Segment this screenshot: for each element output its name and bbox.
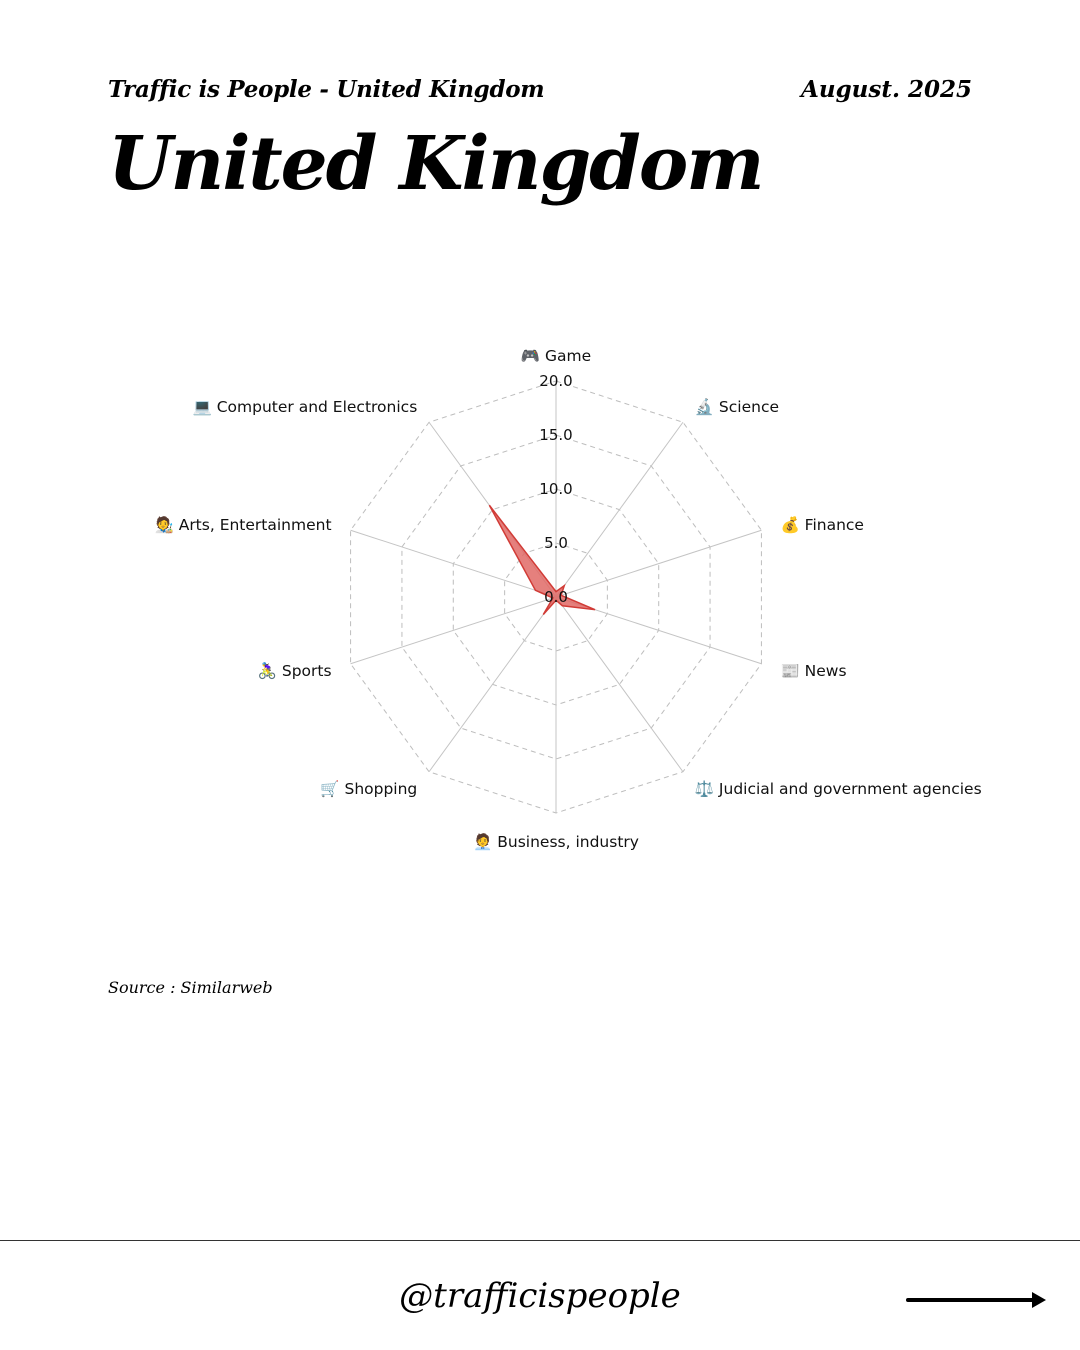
tick-label: 20.0 — [539, 372, 573, 390]
axis-label: 💻 Computer and Electronics — [192, 398, 418, 417]
source-note: Source : Similarweb — [108, 978, 273, 997]
axis-label: 💰 Finance — [780, 516, 864, 535]
grid-spoke — [556, 597, 683, 772]
footer-divider — [0, 1240, 1080, 1241]
kicker-title: Traffic is People - United Kingdom — [108, 76, 545, 103]
axis-label: 🎮 Game — [520, 347, 592, 365]
axis-label: 🔬 Science — [694, 398, 780, 417]
tick-label: 15.0 — [539, 426, 573, 444]
page-title: United Kingdom — [108, 121, 763, 207]
axis-label: 🧑‍💼 Business, industry — [473, 833, 639, 851]
tick-label: 10.0 — [539, 480, 573, 498]
axis-label: ⚖️ Judicial and government agencies — [694, 779, 982, 798]
date-label: August. 2025 — [801, 76, 972, 103]
grid-spoke — [429, 597, 556, 772]
data-series-area — [489, 505, 595, 614]
axis-label: 📰 News — [780, 661, 847, 680]
arrow-right-icon[interactable] — [906, 1288, 1048, 1312]
axis-label: 🧑‍🎨 Arts, Entertainment — [154, 516, 332, 535]
axis-label: 🚴‍♀️ Sports — [257, 661, 332, 680]
grid-spoke — [556, 422, 683, 597]
tick-label: 5.0 — [544, 534, 568, 552]
axis-label: 🛒 Shopping — [320, 779, 418, 798]
tick-label: 0.0 — [544, 588, 568, 606]
footer-handle: @trafficispeople — [399, 1276, 681, 1316]
